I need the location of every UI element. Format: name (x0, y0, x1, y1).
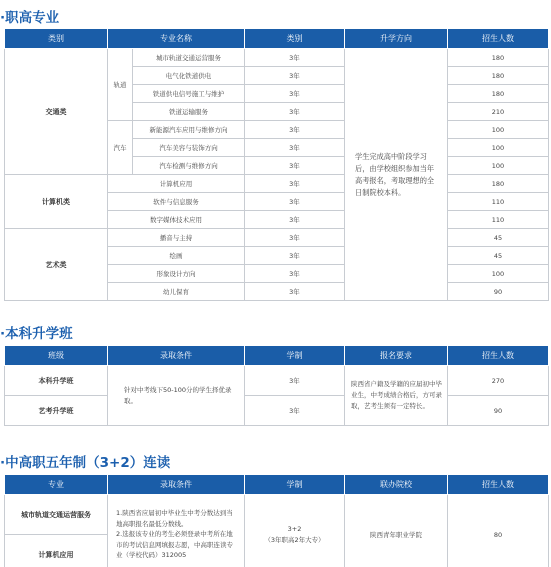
years-cell: 3年 (245, 49, 345, 67)
count-cell: 180 (448, 49, 549, 67)
school-cell: 陕西青年职业学院 (345, 495, 448, 567)
years-sub: （3年职高2年大专） (264, 535, 325, 544)
section-title-vocational: ·职高专业 (0, 10, 60, 26)
years-cell: 3年 (245, 103, 345, 121)
major-cell: 汽车美容与装饰方向 (133, 139, 245, 157)
condition-line-2: 2.选报该专业的考生必须登录中考所在地市的考试信息网填报志愿，中高职连读专业（学校代码）312005 (116, 530, 233, 560)
header-direction: 升学方向 (345, 29, 448, 49)
count-cell: 110 (448, 211, 549, 229)
subgroup-cell: 轨道 (108, 49, 133, 121)
header-count: 招生人数 (448, 29, 549, 49)
count-cell: 100 (448, 121, 549, 139)
category-cell: 交通类 (5, 49, 108, 175)
years-cell: 3年 (245, 67, 345, 85)
table-row (5, 366, 549, 396)
count-cell: 110 (448, 193, 549, 211)
header-major: 专业名称 (108, 29, 245, 49)
header-major: 专业 (5, 475, 108, 495)
major-cell: 软件与信息服务 (108, 193, 245, 211)
count-cell: 270 (448, 366, 549, 396)
years-main: 3+2 (287, 524, 302, 533)
count-cell: 100 (448, 265, 549, 283)
undergrad-class-table (4, 345, 549, 426)
years-cell: 3年 (245, 157, 345, 175)
count-cell: 180 (448, 175, 549, 193)
major-cell: 计算机应用 (108, 175, 245, 193)
table-row (5, 175, 549, 193)
major-cell: 铁道供电信号施工与维护 (133, 85, 245, 103)
condition-cell: 针对中考线下50-100分的学生择优录取。 (108, 366, 245, 426)
years-cell: 3年 (245, 247, 345, 265)
category-cell: 艺术类 (5, 229, 108, 301)
count-cell: 100 (448, 157, 549, 175)
years-cell: 3年 (245, 366, 345, 396)
five-year-program-table (4, 474, 549, 567)
major-cell: 电气化铁道供电 (133, 67, 245, 85)
table-row (5, 396, 549, 426)
years-cell (245, 495, 345, 567)
years-cell: 3年 (245, 121, 345, 139)
header-school: 联办院校 (345, 475, 448, 495)
major-cell: 铁道运输服务 (133, 103, 245, 121)
count-cell: 100 (448, 139, 549, 157)
major-cell: 城市轨道交通运营服务 (5, 495, 108, 535)
class-cell: 本科升学班 (5, 366, 108, 396)
table-row (5, 49, 549, 67)
header-condition: 录取条件 (108, 475, 245, 495)
header-class: 班级 (5, 346, 108, 366)
years-cell: 3年 (245, 193, 345, 211)
years-cell: 3年 (245, 175, 345, 193)
header-years: 学制 (245, 346, 345, 366)
class-cell: 艺考升学班 (5, 396, 108, 426)
years-cell: 3年 (245, 265, 345, 283)
years-cell: 3年 (245, 139, 345, 157)
condition-line-1: 1.陕西省应届初中毕业生中考分数达到当地高职报名最低分数线。 (116, 509, 233, 528)
count-cell: 180 (448, 85, 549, 103)
table-header-row (5, 475, 549, 495)
table-header-row (5, 29, 549, 49)
major-cell: 绘画 (108, 247, 245, 265)
years-cell: 3年 (245, 85, 345, 103)
table-row (5, 229, 549, 247)
count-cell: 90 (448, 283, 549, 301)
major-cell: 幼儿保育 (108, 283, 245, 301)
vocational-majors-table (4, 28, 549, 301)
subgroup-cell: 汽车 (108, 121, 133, 175)
header-years: 学制 (245, 475, 345, 495)
header-count: 招生人数 (448, 475, 549, 495)
table-header-row (5, 346, 549, 366)
major-cell: 计算机应用 (5, 535, 108, 567)
condition-cell (108, 495, 245, 567)
section-title-five-year: ·中高职五年制（3+2）连读 (0, 455, 171, 471)
major-cell: 城市轨道交通运营服务 (133, 49, 245, 67)
major-cell: 形象设计方向 (108, 265, 245, 283)
header-years: 类别 (245, 29, 345, 49)
count-cell: 45 (448, 247, 549, 265)
direction-cell: 学生完成高中阶段学习后，由学校组织参加当年高考报名，考取理想的全日制院校本科。 (345, 49, 448, 301)
count-cell: 45 (448, 229, 549, 247)
category-cell: 计算机类 (5, 175, 108, 229)
years-cell: 3年 (245, 211, 345, 229)
years-cell: 3年 (245, 396, 345, 426)
years-cell: 3年 (245, 229, 345, 247)
count-cell: 80 (448, 495, 549, 567)
count-cell: 210 (448, 103, 549, 121)
major-cell: 汽车检测与维修方向 (133, 157, 245, 175)
major-cell: 新能源汽车应用与维修方向 (133, 121, 245, 139)
header-count: 招生人数 (448, 346, 549, 366)
major-cell: 播音与主持 (108, 229, 245, 247)
header-category: 类别 (5, 29, 108, 49)
section-title-undergrad: ·本科升学班 (0, 326, 73, 342)
table-row (5, 495, 549, 535)
count-cell: 180 (448, 67, 549, 85)
requirement-cell: 陕西省户籍及学籍的应届初中毕业生，中考成绩合格后，方可录取，艺考生须有一定特长。 (345, 366, 448, 426)
major-cell: 数字媒体技术应用 (108, 211, 245, 229)
header-requirement: 报名要求 (345, 346, 448, 366)
years-cell: 3年 (245, 283, 345, 301)
header-condition: 录取条件 (108, 346, 245, 366)
count-cell: 90 (448, 396, 549, 426)
